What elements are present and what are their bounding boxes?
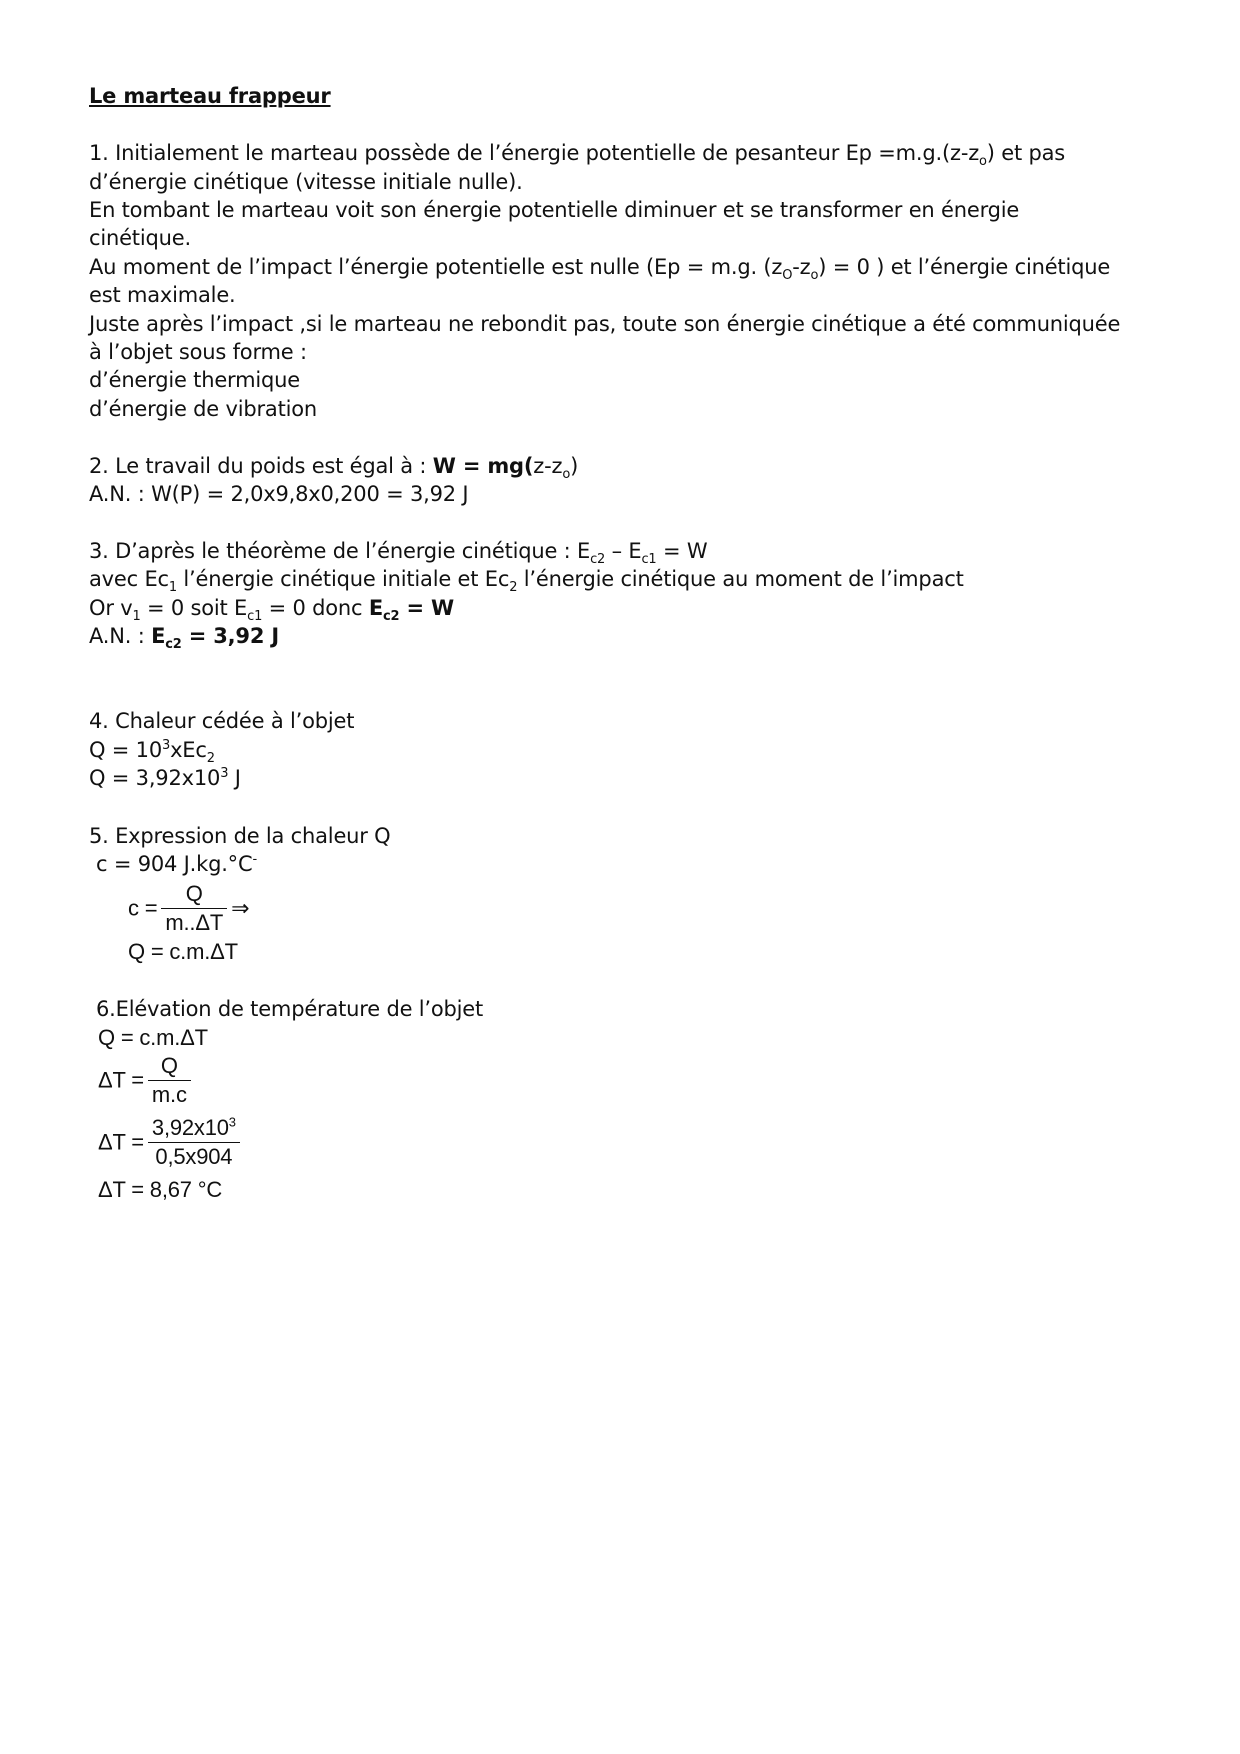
q6-equation-dt-1: ΔT = $\frac{Q}{m.c}$ — [98, 1052, 195, 1109]
q1-line-7: Juste après l’impact ,si le marteau ne rebondit pas, toute son énergie cinétique a été communiquée — [89, 312, 1121, 336]
q3-line-4: A.N. : $E_{c2} = 3,92$ J — [89, 624, 279, 653]
q1-line-8: à l’objet sous forme : — [89, 340, 307, 364]
q4-line-1: 4. Chaleur cédée à l’objet — [89, 709, 355, 733]
q1-line-5: Au moment de l’impact l’énergie potentielle est nulle (Ep = m.g. $(z_O-z_o) = 0$ ) et l’énergie cinétique — [89, 255, 1111, 284]
q5-line-2: c = 904 J.kg.°C- — [96, 852, 257, 876]
q6-equation-dt-result: ΔT = 8,67 °C — [98, 1177, 223, 1202]
q5-equation-q: Q = c.m.ΔT — [128, 939, 238, 964]
q6-equation-q: Q = c.m.ΔT — [98, 1025, 208, 1050]
q3-line-1: 3. D’après le théorème de l’énergie cinétique : $E_{c2} - E_{c1} = W$ — [89, 539, 708, 568]
q1-line-2: d’énergie cinétique (vitesse initiale nulle). — [89, 170, 523, 194]
q4-line-3: $Q = 3,92x10^3$ J — [89, 766, 241, 790]
q6-equation-dt-2: ΔT = $\frac{3,92x10^3}{0,5x904}$ — [98, 1114, 244, 1171]
q5-equation-c: c = $\frac{Q}{m..\Delta T}$ ⇒ — [128, 881, 250, 935]
q1-line-6: est maximale. — [89, 283, 236, 307]
q1-line-10: d’énergie de vibration — [89, 397, 318, 421]
q2-line-2: A.N. : W(P) = 2,0x9,8x0,200 = 3,92 J — [89, 482, 469, 506]
q3-line-2: avec $Ec_1$ l’énergie cinétique initiale et $Ec_2$ l’énergie cinétique au moment de l’impact — [89, 567, 964, 596]
fraction: $\frac{Q}{m.c}$ — [148, 1052, 191, 1109]
fraction: $\frac{3,92x10^3}{0,5x904}$ — [148, 1114, 240, 1171]
q1-line-1: 1. Initialement le marteau possède de l’énergie potentielle de pesanteur $Ep =m.g.(z-z_o)$ et pas — [89, 141, 1066, 170]
q6-line-1: 6.Elévation de température de l’objet — [96, 997, 484, 1021]
q1-line-4: cinétique. — [89, 226, 191, 250]
fraction: $\frac{Q}{m..\Delta T}$ — [161, 880, 227, 937]
q2-line-1: 2. Le travail du poids est égal à : $W = mg(z-z_o)$ — [89, 454, 579, 483]
q1-line-3: En tombant le marteau voit son énergie potentielle diminuer et se transformer en énergie — [89, 198, 1020, 222]
q4-line-2: $Q = 10^3xEc_2$ — [89, 738, 215, 767]
q5-line-1: 5. Expression de la chaleur Q — [89, 824, 391, 848]
document-title: Le marteau frappeur — [89, 84, 331, 108]
q3-line-3: Or $v_1 = 0$ soit $E_{c1} = 0$ donc $E_{c2} = W$ — [89, 596, 454, 625]
q1-line-9: d’énergie thermique — [89, 368, 300, 392]
